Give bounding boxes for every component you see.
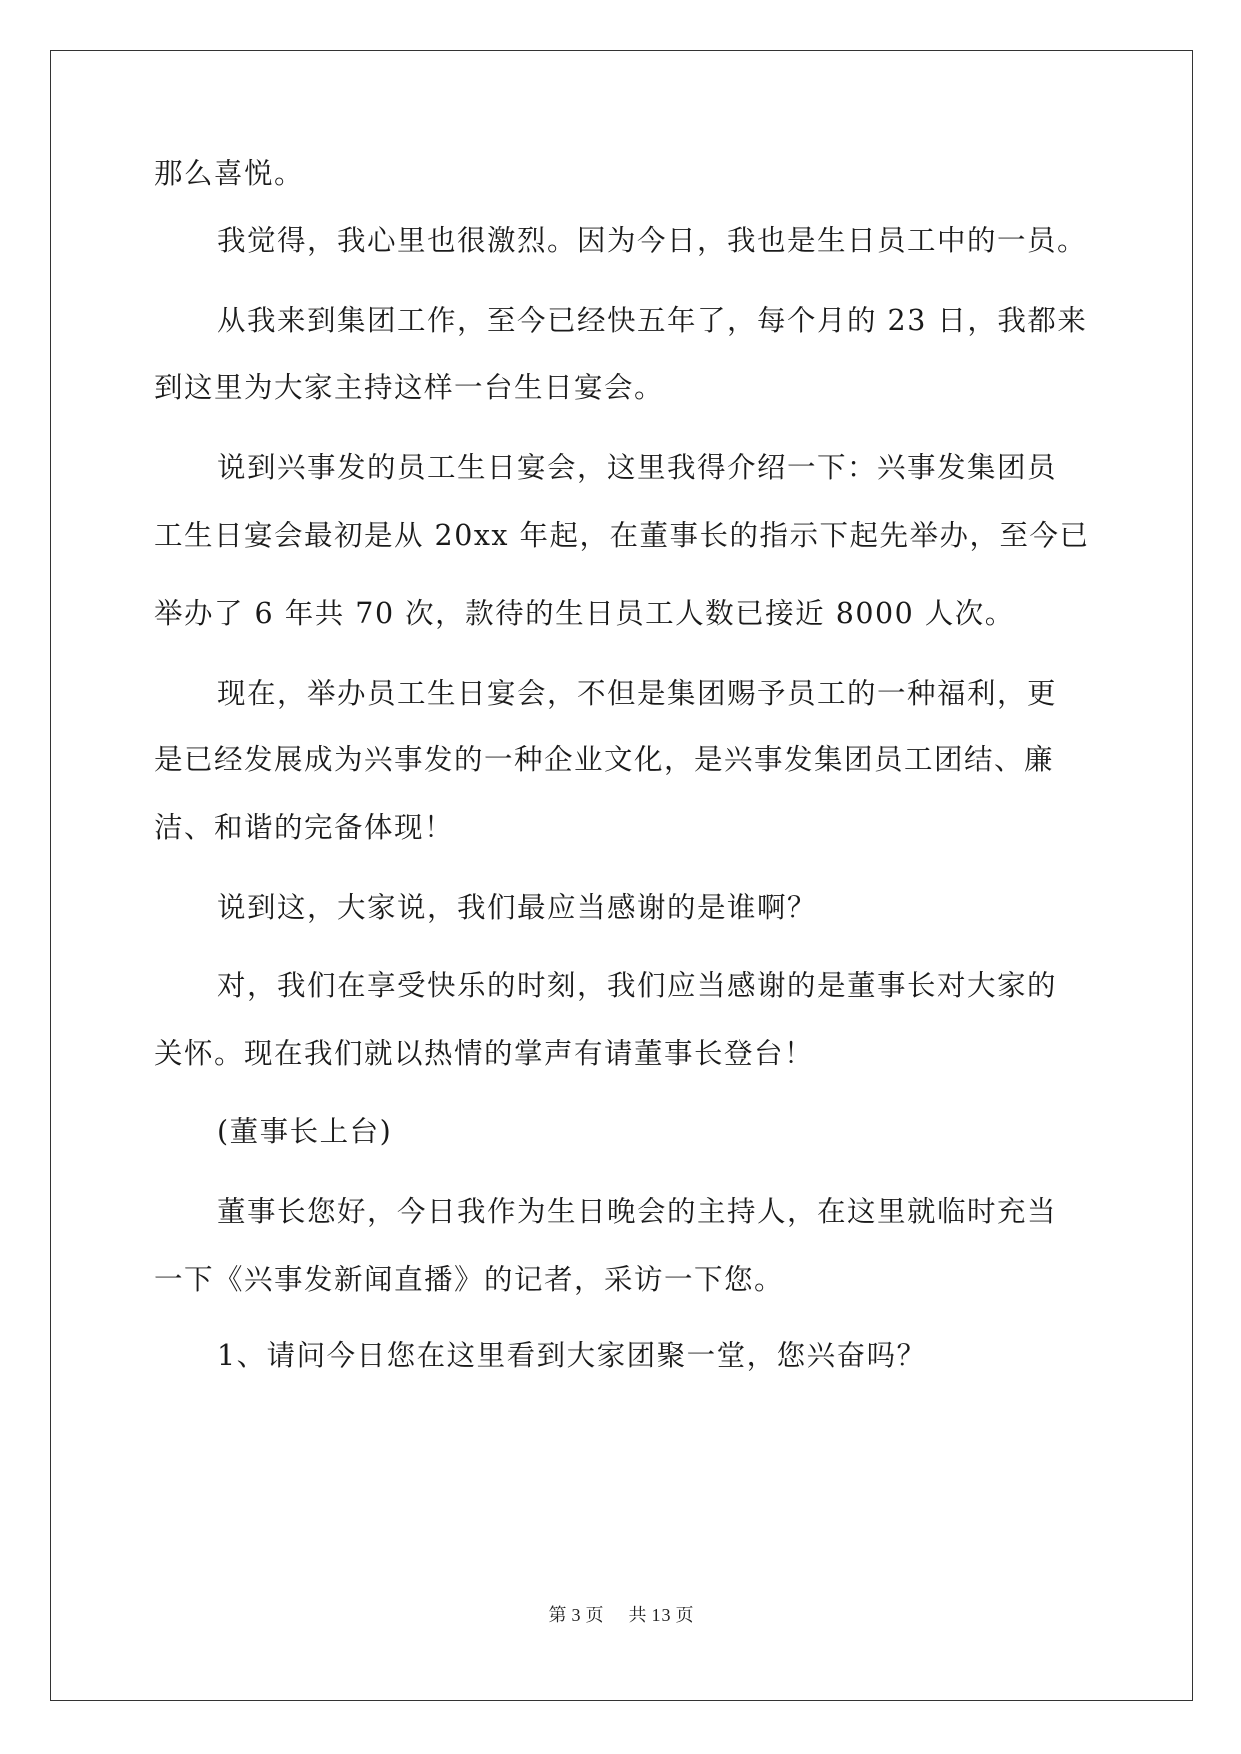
text-line: 我觉得，我心里也很激烈。因为今日，我也是生日员工中的一员。 [217, 224, 1088, 257]
text-line: 洁、和谐的完备体现！ [154, 811, 455, 844]
text-line: 关怀。现在我们就以热情的掌声有请董事长登台！ [154, 1037, 815, 1070]
text-line: (董事长上台) [217, 1115, 393, 1148]
text-line: 说到兴事发的员工生日宴会，这里我得介绍一下：兴事发集团员 [217, 451, 1058, 484]
text-line: 现在，举办员工生日宴会，不但是集团赐予员工的一种福利，更 [217, 677, 1058, 710]
text-line: 1、请问今日您在这里看到大家团聚一堂，您兴奋吗？ [217, 1339, 927, 1372]
page-number: 3 [571, 1605, 582, 1625]
document-page [50, 50, 1193, 1701]
page-label-prefix: 第 [548, 1605, 568, 1625]
text-line: 董事长您好，今日我作为生日晚会的主持人，在这里就临时充当 [217, 1195, 1058, 1228]
text-line: 是已经发展成为兴事发的一种企业文化，是兴事发集团员工团结、廉 [154, 743, 1055, 776]
total-pages: 13 [651, 1605, 672, 1625]
text-line: 举办了 6 年共 70 次，款待的生日员工人数已接近 8000 人次。 [154, 597, 1015, 630]
total-suffix: 页 [675, 1605, 695, 1625]
page-label-suffix: 页 [585, 1605, 605, 1625]
page-footer [51, 1601, 1192, 1627]
text-line: 从我来到集团工作，至今已经快五年了，每个月的 23 日，我都来 [217, 304, 1088, 337]
text-line: 说到这，大家说，我们最应当感谢的是谁啊？ [217, 891, 818, 924]
total-prefix: 共 [628, 1605, 648, 1625]
text-line: 对，我们在享受快乐的时刻，我们应当感谢的是董事长对大家的 [217, 969, 1058, 1002]
text-line: 到这里为大家主持这样一台生日宴会。 [154, 371, 665, 404]
text-line: 那么喜悦。 [154, 157, 305, 190]
text-line: 工生日宴会最初是从 20xx 年起，在董事长的指示下起先举办，至今已 [154, 519, 1090, 552]
text-line: 一下《兴事发新闻直播》的记者，采访一下您。 [154, 1263, 785, 1296]
